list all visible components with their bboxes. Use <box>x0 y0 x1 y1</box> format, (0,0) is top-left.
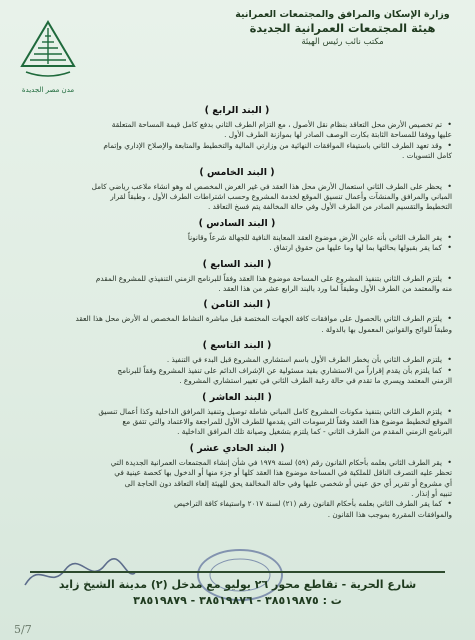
contract-section <box>22 299 452 335</box>
contract-body <box>22 100 452 520</box>
section-text-line: تنبيه أو إنذار . <box>411 488 452 498</box>
section-title: ( البند السادس ) <box>198 217 276 229</box>
footer-phones: ت : ٣٨٥١٩٨٧٥ - ٣٨٥١٩٨٧٦ - ٣٨٥١٩٨٧٩ <box>133 594 342 607</box>
footer-address: شارع الحرية - تقاطع محور ٢٦ يوليو مع مدخل (٢) مدينة الشيخ زايد <box>58 578 417 591</box>
section-text-line: منه والمعتمد من الطرف الأول وطبقاً لما ورد بالبند الرابع عشر من هذا العقد . <box>218 284 452 294</box>
section-text-line: • يلتزم الطرف الثاني بأن يخطر الطرف الأول باسم استشاري المشروع قبل البدء في التنفيذ . <box>22 355 452 365</box>
page-number: 5/7 <box>14 623 32 636</box>
footer-divider <box>30 571 445 573</box>
section-text-line: • كما يقر الطرف الثاني بعلمه بأحكام القانون رقم (٢١) لسنة ٢٠١٧ واستيفاء كافة التراخيص <box>22 499 452 509</box>
section-text-line: • تم تخصيص الأرض محل التعاقد بنظام نقل الأصول ، مع التزام الطرف الثاني بدفع كامل قيمة المساحة المتعلقة <box>22 120 452 130</box>
section-text-line: تحظر عليه التصرف الناقل للملكية في المساحة موضوع هذا العقد كلها أو جزء منها أو الدخول بها كحصة عينية في <box>114 468 452 478</box>
section-title: ( البند العاشر ) <box>202 391 272 403</box>
section-text-line: • يلتزم الطرف الثاني بالحصول على موافقات كافة الجهات المختصة قبل مباشرة النشاط المخصص له الأرض محل هذا العقد <box>22 314 452 324</box>
section-text-line: التخطيط والتقسيم الصادر من الطرف الأول وفي حالة المخالفة يتم فسخ التعاقد . <box>207 202 452 212</box>
contract-section <box>22 443 452 520</box>
contract-section <box>22 340 452 386</box>
contract-section <box>22 105 452 162</box>
section-text-line: • يلتزم الطرف الثاني بتنفيذ المشروع على المساحة موضوع هذا العقد وفقاً للبرنامج الزمني التنفيذي للمشروع المقدم <box>22 274 452 284</box>
footer <box>0 571 475 609</box>
section-text-line: • يلتزم الطرف الثاني بتنفيذ مكونات المشروع كامل المباني شاملة توصيل وتنفيذ المرافق الداخلية وكذا أعمال تنسيق <box>22 407 452 417</box>
contract-section <box>22 218 452 254</box>
office-name: مكتب نائب رئيس الهيئة <box>301 37 384 47</box>
authority-logo-icon <box>20 20 76 86</box>
logo-caption: مدن مصر الجديدة <box>21 86 75 94</box>
section-text-line: الموقع لتخطيط موضوع هذا العقد وفقاً للرسومات التي يقدمها للطرف الأول للمراجعة والاعتماد والتي تتفق مع <box>122 416 452 426</box>
section-text-line: أي مشروع أو تقرير أي حق عيني أو شخصي عليها وفي حالة المخالفة يحق للهيئة إلغاء التعاقد دون الحاجة الى <box>124 478 452 488</box>
section-text-line: • يحظر على الطرف الثاني استعمال الأرض محل هذا العقد في غير الغرض المخصص له وهو انشاء ملاعب رياضي كامل <box>22 182 452 192</box>
section-text-line: عليها ووفقا للمساحة الثابتة بكارت الوصف الصادر لها بموازنة الطرف الأول . <box>224 130 452 140</box>
section-title: ( البند التاسع ) <box>202 340 272 352</box>
section-title: ( البند الثامن ) <box>203 299 271 311</box>
section-text-line: كامل التسويات . <box>402 151 452 161</box>
section-text-line: • يقر الطرف الثاني بعلمه بأحكام القانون رقم (٥٩) لسنة ١٩٧٩ في شأن إنشاء المجتمعات العمرانية الجديدة التي <box>22 458 452 468</box>
contract-section <box>22 392 452 438</box>
section-text-line: وطبقاً للوائح والقوانين المعمول بها بالدولة . <box>321 324 452 334</box>
section-title: ( البند الرابع ) <box>204 105 270 116</box>
section-text-line: والموافقات المقررة بموجب هذا القانون . <box>327 509 452 519</box>
contract-section <box>22 259 452 295</box>
ministry-name: وزارة الإسكان والمرافق والمجتمعات العمرانية <box>235 9 450 20</box>
section-text-line: الزمني المعتمد ويسري ما تقدم في حالة رغبة الطرف الثاني في تغيير استشاري المشروع . <box>179 376 452 386</box>
authority-name: هيئة المجتمعات العمرانية الجديدة <box>249 21 436 35</box>
letterhead <box>220 8 465 48</box>
section-title: ( البند الخامس ) <box>199 166 275 178</box>
section-text-line: المباني والمرافق والمنشآت وأعمال تنسيق الموقع لخدمة المشروع وحسب اشتراطات الطرف الأول ، وطبقاً لقرار <box>110 192 452 202</box>
section-text-line: • يقر الطرف الثاني بأنه عاين الأرض موضوع العقد المعاينة النافية للجهالة شرعاً وقانوناً <box>22 233 452 243</box>
contract-section <box>22 167 452 213</box>
section-text-line: • وقد تعهد الطرف الثاني باستيفاء الموافقات النهائية من وزارتي المالية والتخطيط والمتابعة والإصلاح الإداري وإتمام <box>22 141 452 151</box>
section-title: ( البند الحادي عشر ) <box>189 442 285 454</box>
section-text-line: البرنامج الزمني المقدم من الطرف الثاني - كما يلتزم بتشغيل وصيانة تلك المرافق الداخلية . <box>177 427 452 437</box>
section-text-line: • كما يلتزم بأن يقدم إقراراً من الاستشاري بقيد مسئولية عن الإشراف الدائم على تنفيذ المشروع وفقاً للبرنامج <box>22 366 452 376</box>
section-text-line: • كما يقر بقبولها بحالتها بما لها وما عليها من حقوق ارتفاق . <box>22 243 452 253</box>
section-title: ( البند السابع ) <box>202 258 272 270</box>
